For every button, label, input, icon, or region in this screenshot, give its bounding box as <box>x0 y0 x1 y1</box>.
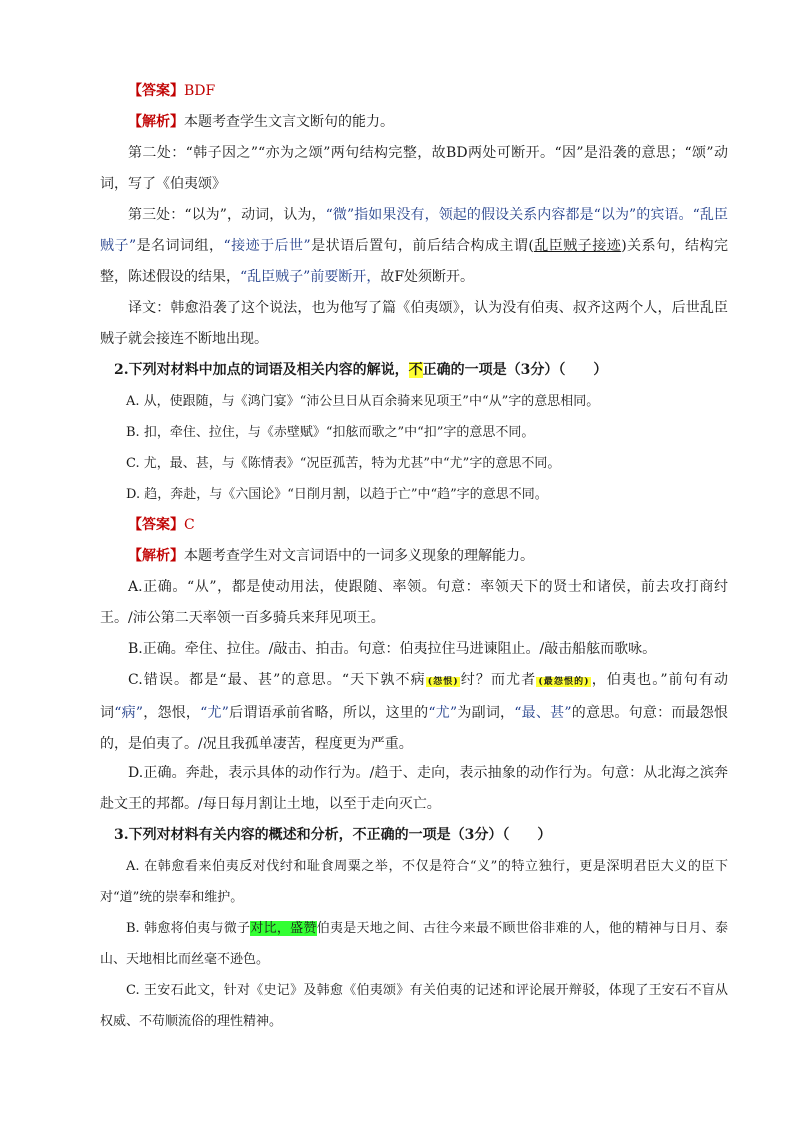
q2-option-a: A. 从，使跟随，与《鸿门宴》“沛公旦日从百余骑来见项王”中“从”字的意思相同。 <box>126 394 600 409</box>
q1-paragraph-2 <box>100 138 728 200</box>
highlight: 盛赞 <box>290 921 317 936</box>
q1-analysis <box>100 107 728 138</box>
q3-option-b <box>100 913 728 975</box>
annotation-note: (怨恨) <box>427 677 458 687</box>
paragraph-text: ，伯夷也。”前句有动词 <box>100 672 728 721</box>
paragraph-text: 纣？而尤者 <box>459 672 537 688</box>
q2-option-b: B. 扣，牵住、拉住，与《赤壁赋》“扣舷而歌之”中“扣”字的意思不同。 <box>126 425 535 440</box>
q3-title: 3.下列对材料有关内容的概述和分析，不正确的一项是（3分）（ ） <box>114 827 552 843</box>
analysis-tag: 【解析】 <box>128 114 184 130</box>
option-text: 伯夷是天地之间、古往今来最不顾世俗非难的人，他的精神与日月、泰山、天地相比而丝毫不逊色。 <box>100 921 728 967</box>
q2-explain-d: D.正确。奔赴，表示具体的动作行为。/趋于、走向，表示抽象的动作行为。句意：从北海之滨奔赴文王的邦都。/每日每月割让土地，以至于走向灭亡。 <box>100 765 728 812</box>
q2-title <box>114 355 728 386</box>
q2-explain-c <box>100 665 728 760</box>
blue-text: “最、甚” <box>514 705 572 721</box>
paragraph-text: C.错误。都是“最、甚”的意思。“天下孰不病 <box>128 672 426 688</box>
paragraph-text: 的意思。句意：而最怨恨的，是伯夷了。/况且我孤单凄苦，程度更为严重。 <box>100 705 729 752</box>
highlight: 不 <box>408 362 423 378</box>
q1-translation <box>100 293 728 355</box>
q1-answer <box>100 76 728 107</box>
q2-option-c: C. 尤，最、甚，与《陈情表》“况臣孤苦，特为尤甚”中“尤”字的意思不同。 <box>126 456 561 471</box>
paragraph-text: ，怨恨， <box>143 705 201 721</box>
answer-tag: 【答案】 <box>128 83 184 99</box>
blue-text: “微”指如果没有，领起的假设关系内容都是“以为”的宾语。“乱臣贼子” <box>100 207 728 254</box>
blue-text: “尤” <box>200 705 229 721</box>
option-text: B. 韩愈将伯夷与微子 <box>126 921 251 936</box>
paragraph-text: 第二处：“韩子因之”“亦为之颂”两句结构完整，故BD两处可断开。“因”是沿袭的意思；“颂”动词，写了《伯夷颂》 <box>100 145 728 192</box>
analysis-tag: 【解析】 <box>128 548 184 564</box>
q2-analysis <box>100 541 728 572</box>
translation-text: 译文：韩愈沿袭了这个说法，也为他写了篇《伯夷颂》，认为没有伯夷、叔齐这两个人，后世乱臣贼子就会接连不断地出现。 <box>100 300 728 347</box>
paragraph-text: 是状语后置句，前后结合构成主谓( <box>310 238 534 254</box>
blue-text: “尤” <box>428 705 458 721</box>
analysis-text: 本题考查学生文言文断句的能力。 <box>184 114 394 130</box>
q2-explain-b: B.正确。牵住、拉住。/敲击、拍击。句意：伯夷拉住马进谏阻止。/敲击船舷而歌咏。 <box>128 641 657 657</box>
q2-explain-a: A.正确。“从”，都是使动用法，使跟随、率领。句意：率领天下的贤士和诸侯，前去攻打商纣王。/沛公第二天率领一百多骑兵来拜见项王。 <box>100 579 728 626</box>
q3-option-c: C. 王安石此文，针对《史记》及韩愈《伯夷颂》有关伯夷的记述和评论展开辩驳，体现了王安石不盲从权威、不苟顺流俗的理性精神。 <box>100 983 728 1029</box>
question-text: 正确的一项是（3分）（ ） <box>422 362 608 378</box>
annotation-note: (最怨恨的) <box>538 677 589 687</box>
blue-text: “乱臣贼子”前要断开， <box>240 269 381 285</box>
answer-value: C <box>184 517 195 533</box>
q3-option-a: A. 在韩愈看来伯夷反对伐纣和耻食周粟之举，不仅是符合“义”的特立独行，更是深明君臣大义的臣下对“道”统的崇奉和维护。 <box>100 859 728 905</box>
blue-text: “接迹于后世” <box>223 238 311 254</box>
answer-value: BDF <box>184 83 216 99</box>
answer-tag: 【答案】 <box>128 517 184 533</box>
q2-answer <box>100 510 728 541</box>
question-text: 2.下列对材料中加点的词语及相关内容的解说， <box>114 362 409 378</box>
highlight: 对比， <box>250 921 291 936</box>
analysis-text: 本题考查学生对文言词语中的一词多义现象的理解能力。 <box>184 548 534 564</box>
paragraph-text: 后谓语承前省略，所以，这里的 <box>228 705 429 721</box>
paragraph-text: 故F处须断开。 <box>380 269 475 285</box>
blue-text: “病” <box>114 705 144 721</box>
underlined-text: 乱臣贼子接迹 <box>533 238 622 254</box>
paragraph-text: 是名词词组， <box>136 238 224 254</box>
paragraph-text: 第三处：“以为”，动词，认为， <box>128 207 326 223</box>
paragraph-text: 为副词， <box>457 705 515 721</box>
q2-option-d: D. 趋，奔赴，与《六国论》“日削月割，以趋于亡”中“趋”字的意思不同。 <box>126 487 548 502</box>
paragraph-text: )关系句，结构完整，陈述假设的结果， <box>100 238 729 285</box>
q1-paragraph-3 <box>100 200 728 293</box>
